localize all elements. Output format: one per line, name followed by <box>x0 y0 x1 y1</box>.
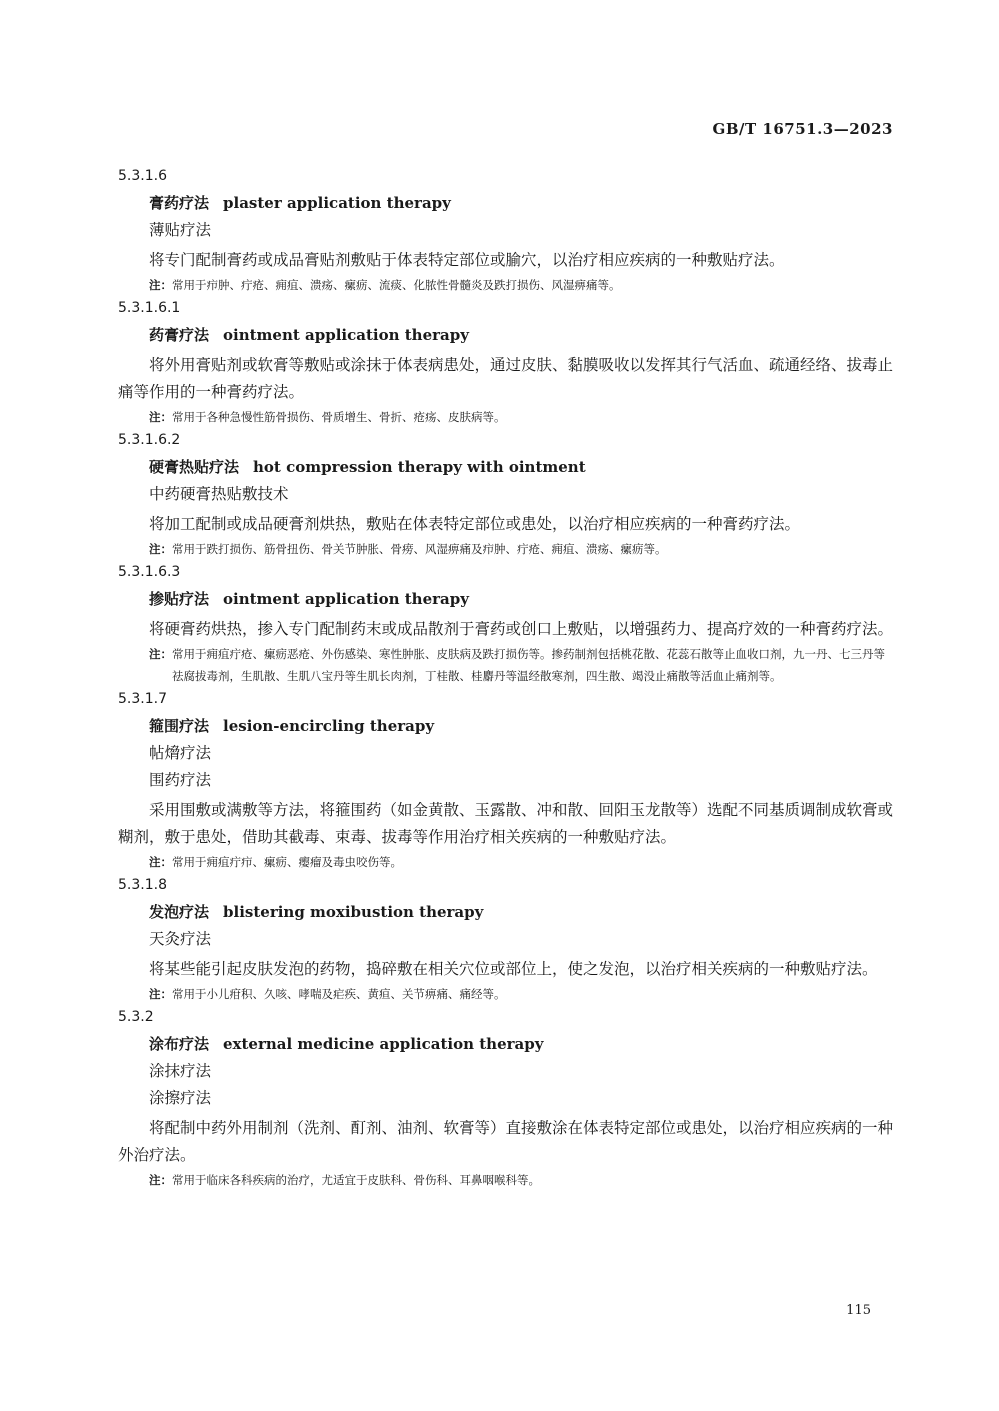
note-label: 注： <box>149 410 172 424</box>
note-text: 常用于各种急慢性筋骨损伤、骨质增生、骨折、疮疡、皮肤病等。 <box>172 410 506 424</box>
term-definition: 将硬膏药烘热，掺入专门配制药末或成品散剂于膏药或创口上敷贴，以增强药力、提高疗效的一种膏药疗法。 <box>149 620 894 638</box>
term-en: ointment application therapy <box>223 326 469 344</box>
term-zh: 箍围疗法 <box>149 717 210 735</box>
term-note <box>118 851 893 873</box>
standard-number: GB/T 16751.3—2023 <box>712 120 893 138</box>
entry-number: 5.3.1.6.2 <box>118 432 181 448</box>
term-definition: 将某些能引起皮肤发泡的药物，捣碎敷在相关穴位或部位上，使之发泡，以治疗相关疾病的一种敷贴疗法。 <box>149 960 878 978</box>
term-heading <box>118 457 893 477</box>
term-zh: 硬膏热贴疗法 <box>149 458 240 476</box>
term-synonym: 天灸疗法 <box>149 930 212 948</box>
term-zh: 药膏疗法 <box>149 326 210 344</box>
term-note <box>118 1169 893 1191</box>
term-synonym: 涂擦疗法 <box>149 1089 212 1107</box>
term-definition: 将专门配制膏药或成品膏贴剂敷贴于体表特定部位或腧穴，以治疗相应疾病的一种敷贴疗法。 <box>149 251 785 269</box>
term-note <box>118 643 893 687</box>
term-synonym: 围药疗法 <box>149 771 212 789</box>
note-text: 常用于痈疽疔疖、瘰疬、瘿瘤及毒虫咬伤等。 <box>172 855 402 869</box>
term-synonym: 涂抹疗法 <box>149 1062 212 1080</box>
note-text: 常用于疖肿、疔疮、痈疽、溃疡、瘰疬、流痰、化脓性骨髓炎及跌打损伤、风湿痹痛等。 <box>172 278 621 292</box>
term-zh: 发泡疗法 <box>149 903 210 921</box>
entry-number: 5.3.1.7 <box>118 691 167 707</box>
entry-number: 5.3.1.6.3 <box>118 564 181 580</box>
term-definition: 采用围敷或满敷等方法，将箍围药（如金黄散、玉露散、冲和散、回阳玉龙散等）选配不同基质调制成软膏或糊剂，敷于患处，借助其截毒、束毒、拔毒等作用治疗相关疾病的一种敷贴疗法。 <box>118 801 894 846</box>
term-heading <box>118 716 893 736</box>
term-zh: 膏药疗法 <box>149 194 210 212</box>
term-entry <box>118 562 893 687</box>
note-label: 注： <box>149 647 172 661</box>
term-entry <box>118 430 893 560</box>
note-label: 注： <box>149 278 172 292</box>
term-heading <box>118 193 893 213</box>
note-label: 注： <box>149 542 172 556</box>
term-en: plaster application therapy <box>223 194 451 212</box>
entry-number: 5.3.1.8 <box>118 877 167 893</box>
term-en: lesion-encircling therapy <box>223 717 435 735</box>
term-en: hot compression therapy with ointment <box>253 458 586 476</box>
term-definition: 将配制中药外用制剂（洗剂、酊剂、油剂、软膏等）直接敷涂在体表特定部位或患处，以治疗相应疾病的一种外治疗法。 <box>118 1119 894 1164</box>
term-entry <box>118 689 893 873</box>
term-entry <box>118 166 893 296</box>
entry-number: 5.3.1.6 <box>118 168 167 184</box>
term-entry <box>118 875 893 1005</box>
term-definition: 将外用膏贴剂或软膏等敷贴或涂抹于体表病患处，通过皮肤、黏膜吸收以发挥其行气活血、疏通经络、拔毒止痛等作用的一种膏药疗法。 <box>118 356 894 401</box>
note-text: 常用于小儿疳积、久咳、哮喘及疟疾、黄疸、关节痹痛、痛经等。 <box>172 987 506 1001</box>
term-en: ointment application therapy <box>223 590 469 608</box>
note-label: 注： <box>149 1173 172 1187</box>
term-heading <box>118 325 893 345</box>
note-text: 常用于痈疽疔疮、瘰疬恶疮、外伤感染、寒性肿胀、皮肤病及跌打损伤等。掺药制剂包括桃花散、花蕊石散等止血收口剂，九一丹、七三丹等祛腐拔毒剂，生肌散、生肌八宝丹等生肌长肉剂，丁桂散、桂麝丹等温经散寒剂，四生散、竭没止痛散等活血止痛剂等。 <box>172 647 885 683</box>
note-text: 常用于跌打损伤、筋骨扭伤、骨关节肿胀、骨痨、风湿痹痛及疖肿、疔疮、痈疽、溃疡、瘰疬等。 <box>172 542 667 556</box>
term-synonym: 帖熁疗法 <box>149 744 212 762</box>
note-text: 常用于临床各科疾病的治疗，尤适宜于皮肤科、骨伤科、耳鼻咽喉科等。 <box>172 1173 540 1187</box>
entry-number: 5.3.2 <box>118 1009 154 1025</box>
term-zh: 涂布疗法 <box>149 1035 210 1053</box>
note-label: 注： <box>149 987 172 1001</box>
term-note <box>118 538 893 560</box>
term-definition: 将加工配制或成品硬膏剂烘热，敷贴在体表特定部位或患处，以治疗相应疾病的一种膏药疗法。 <box>149 515 801 533</box>
term-synonym: 中药硬膏热贴敷技术 <box>149 485 289 503</box>
term-note <box>118 274 893 296</box>
page-number: 115 <box>846 1303 871 1318</box>
term-note <box>118 406 893 428</box>
term-entry <box>118 298 893 428</box>
term-heading <box>118 1034 893 1054</box>
term-en: blistering moxibustion therapy <box>223 903 484 921</box>
page-content <box>118 166 893 1193</box>
term-heading <box>118 589 893 609</box>
term-note <box>118 983 893 1005</box>
entry-number: 5.3.1.6.1 <box>118 300 181 316</box>
term-heading <box>118 902 893 922</box>
term-en: external medicine application therapy <box>223 1035 544 1053</box>
term-synonym: 薄贴疗法 <box>149 221 212 239</box>
term-zh: 掺贴疗法 <box>149 590 210 608</box>
term-entry <box>118 1007 893 1191</box>
note-label: 注： <box>149 855 172 869</box>
